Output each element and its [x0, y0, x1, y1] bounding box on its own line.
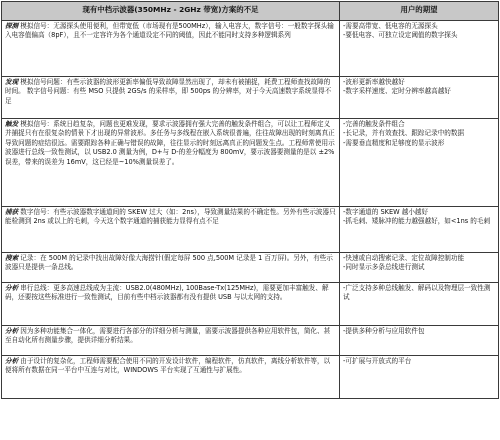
row-label: 分析 [5, 357, 19, 365]
shortcoming-cell [2, 207, 340, 253]
expectation-item: -长记录，并有效查找、跟踪记录中的数据 [343, 129, 465, 138]
expectation-cell [340, 283, 499, 326]
table-row [2, 77, 499, 119]
comparison-table [1, 1, 499, 399]
row-text: 模拟信号问题：有些示波器的波形更新率偏低导致故障显然出现了，却未有被捕捉，耗费工程师查找故障的时间。 数字信号问题：有些 MSO 只提供 2GS/s 的采样率，即 500ps 的分辨率，对于今天高速数字系统显得不足 [5, 78, 332, 105]
row-label: 捕获 [5, 208, 19, 216]
header-user-expectations: 用户的期望 [340, 2, 499, 21]
expectation-item: -可扩展与开放式的平台 [343, 357, 412, 365]
expectation-item: -完善的触发条件组合 [343, 120, 405, 128]
expectation-cell [340, 119, 499, 207]
row-text: 模拟信号：无源探头使用便利，但带宽低（市场现有是500MHz），输入电容大，数字信号：一般数字探头输入电容值偏高（8pF），且不一定容许为各个通道设定不同的阈值，因此不能同时支持多种逻辑系列 [5, 22, 334, 40]
expectation-item: -数字通道的 SKEW 越小越好 [343, 208, 429, 216]
table-row [2, 119, 499, 207]
row-text: 模拟信号：系统日趋复杂，问题也更难发现，要求示波器拥有强大完善的触发条件组合，可以让工程师定义并捕捉只有在很复杂的情景下才出现的异常波形。多任务与多线程在嵌入系统很普遍，往往故障出现的时刻离真正导致问题的症结很远。需要跟踪各种正确与错误的故障，往往显示的时刻远离真正的问题发生点。工程师常使用示波器进行总线一致性测试，以 USB2.0 测量为例，D+与 D-的差分幅度为 800mV，要示波器要测量的是以 ±2% 误差，带来的误差为 16mV，这已经是~10%测量误差了。 [5, 120, 335, 166]
shortcoming-cell [2, 253, 340, 283]
shortcoming-cell [2, 21, 340, 77]
shortcoming-cell [2, 119, 340, 207]
shortcoming-cell [2, 356, 340, 399]
expectation-cell [340, 77, 499, 119]
shortcoming-cell [2, 326, 340, 356]
expectation-item: -需要高带宽、低电容的无源探头 [343, 22, 438, 30]
expectation-cell [340, 21, 499, 77]
expectation-item: -数字采样速度、定时分辨率越高越好 [343, 87, 451, 96]
expectation-cell [340, 356, 499, 399]
expectation-item: -广泛支持多种总线触发、解码以及物理层一致性测试 [343, 284, 491, 302]
expectation-cell [340, 253, 499, 283]
row-label: 探测 [5, 22, 19, 30]
table-row [2, 207, 499, 253]
row-text: 串行总线：更多高速总线成为主流：USB2.0(480MHz), 100Base-Tx(125MHz)，需要更加丰富触发、解码，还要按这些标准进行一致性测试，目前有些中档示波器都有没有提供 USB 与以太网的支持。 [5, 284, 329, 302]
expectation-item: -需要垂直精度和足够度的显示波形 [343, 138, 445, 147]
table-row [2, 326, 499, 356]
table-row [2, 283, 499, 326]
header-shortcomings: 现有中档示波器(350MHz - 2GHz 带宽)方案的不足 [2, 2, 340, 21]
shortcoming-cell [2, 77, 340, 119]
expectation-item: -快速或自动搜索记录、定位故障控制功能 [343, 254, 465, 262]
expectation-item: -抓毛刺、矮脉冲的能力越强越好，如<1ns 的毛刺 [343, 217, 491, 226]
expectation-item: -同时显示多条总线进行测试 [343, 263, 425, 272]
table-row [2, 253, 499, 283]
expectation-item: -提供多种分析与应用软件包 [343, 327, 425, 335]
table-header-row [2, 2, 499, 21]
row-label: 分析 [5, 284, 19, 292]
row-text: 因为多种功能集合一体化，需要进行各部分的详细分析与测量，需要示波器提供各种应用软件包，简化、甚至自动化所有测量步骤，提供详细分析结果。 [5, 327, 331, 345]
expectation-cell [340, 326, 499, 356]
expectation-item: -要低电容、可独立设定阈值的数字探头 [343, 31, 458, 40]
shortcoming-cell [2, 283, 340, 326]
row-text: 由于设计的复杂化，工程师需要配合使用不同的开发设计软件，编程软件，仿真软件，离线分析软件等，以便将所有数据在同一平台中互连与对比，WINDOWS 平台实现了互通性与扩展性。 [5, 357, 331, 375]
row-label: 触发 [5, 120, 19, 128]
row-label: 分析 [5, 327, 19, 335]
expectation-item: -波形更新率越快越好 [343, 78, 405, 86]
row-text: 数字信号：有些示波器数字通道间的 SKEW 过大（如：2ns），导致测量结果的不确定性。另外有些示波器只能检测到 2ns 或以上的毛刺，今天这个数字通道的捕获能力显得有点不足 [5, 208, 336, 226]
row-label: 搜索 [5, 254, 19, 262]
row-label: 发现 [5, 78, 19, 86]
expectation-cell [340, 207, 499, 253]
table-row [2, 21, 499, 77]
table-row [2, 356, 499, 399]
row-text: 记录：在 500M 的记录中找出故障好像大海捞针(假定每屏 500 点,500M 记录是 1 百万屏)。另外，有些示波器只是提供一条总线。 [5, 254, 333, 272]
